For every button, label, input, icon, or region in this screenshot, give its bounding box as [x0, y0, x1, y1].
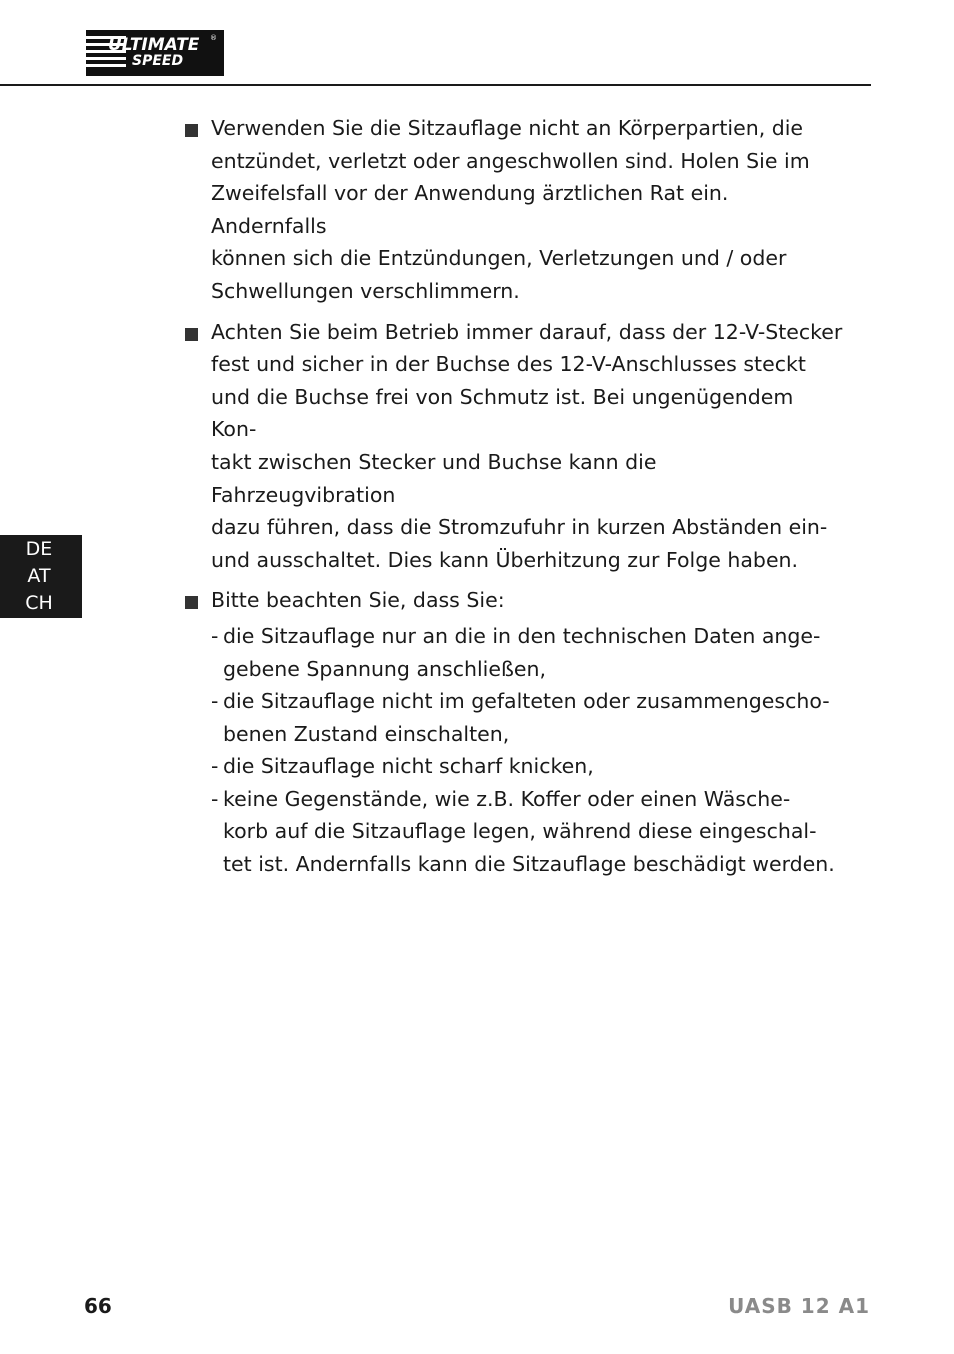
dash-marker: -	[211, 754, 219, 779]
language-code-de: DE	[25, 538, 53, 560]
text-line: fest und sicher in der Buchse des 12-V-Anschlusses steckt	[211, 352, 806, 377]
text-line: gebene Spannung anschließen,	[223, 656, 546, 681]
text-line: Zweifelsfall vor der Anwendung ärztlichen Rat ein. Andernfalls	[211, 181, 729, 238]
text-line: tet ist. Andernfalls kann die Sitzauflage beschädigt werden.	[223, 852, 835, 877]
text-line: Bitte beachten Sie, dass Sie:	[211, 588, 505, 613]
text-line: die Sitzauflage nicht scharf knicken,	[223, 754, 594, 779]
text-line: Verwenden Sie die Sitzauflage nicht an Körperpartien, die	[211, 116, 804, 140]
dash-marker: -	[211, 786, 219, 811]
model-number: UASB 12 A1	[728, 1294, 870, 1318]
logo-word-speed: SPEED	[132, 53, 184, 69]
sub-list-item	[211, 620, 843, 685]
text-line: takt zwischen Stecker und Buchse kann die Fahrzeugvibration	[211, 449, 657, 507]
text-line: Achten Sie beim Betrieb immer darauf, dass der 12-V-Stecker	[211, 319, 843, 344]
brand-logo	[86, 30, 224, 76]
text-line: korb auf die Sitzauflage legen, während diese eingeschal-	[223, 819, 817, 844]
dash-marker: -	[211, 623, 219, 648]
safety-instructions	[183, 112, 843, 881]
logo-registered-mark: ®	[210, 34, 217, 42]
sub-list	[183, 620, 843, 881]
text-line: die Sitzauflage nur an die in den technischen Daten ange-	[223, 623, 821, 648]
text-line: benen Zustand einschalten,	[223, 721, 510, 746]
bullet-item	[183, 112, 843, 308]
bullet-item	[183, 584, 843, 617]
sub-list-item	[211, 750, 843, 783]
text-line: dazu führen, dass die Stromzufuhr in kurzen Abständen ein-	[211, 515, 828, 540]
language-code-ch: CH	[25, 592, 53, 614]
square-bullet-icon	[185, 596, 198, 609]
text-line: können sich die Entzündungen, Verletzungen und / oder	[211, 246, 787, 271]
text-line: die Sitzauflage nicht im gefalteten oder zusammengescho-	[223, 689, 830, 714]
header-rule	[0, 84, 871, 86]
square-bullet-icon	[185, 328, 198, 341]
text-line: und ausschaltet. Dies kann Überhitzung zur Folge haben.	[211, 547, 799, 572]
sub-list-item	[211, 685, 843, 750]
logo-word-ultimate: ULTIMATE	[108, 35, 200, 55]
text-line: keine Gegenstände, wie z.B. Koffer oder einen Wäsche-	[223, 786, 791, 811]
page-number: 66	[84, 1294, 112, 1318]
language-code-at: AT	[27, 565, 51, 587]
text-line: Schwellungen verschlimmern.	[211, 278, 520, 303]
text-line: entzündet, verletzt oder angeschwollen sind. Holen Sie im	[211, 148, 810, 173]
square-bullet-icon	[185, 124, 198, 137]
text-line: und die Buchse frei von Schmutz ist. Bei ungenügendem Kon-	[211, 384, 794, 442]
language-tab	[0, 535, 82, 618]
sub-list-item	[211, 783, 843, 881]
dash-marker: -	[211, 689, 219, 714]
bullet-item	[183, 316, 843, 577]
